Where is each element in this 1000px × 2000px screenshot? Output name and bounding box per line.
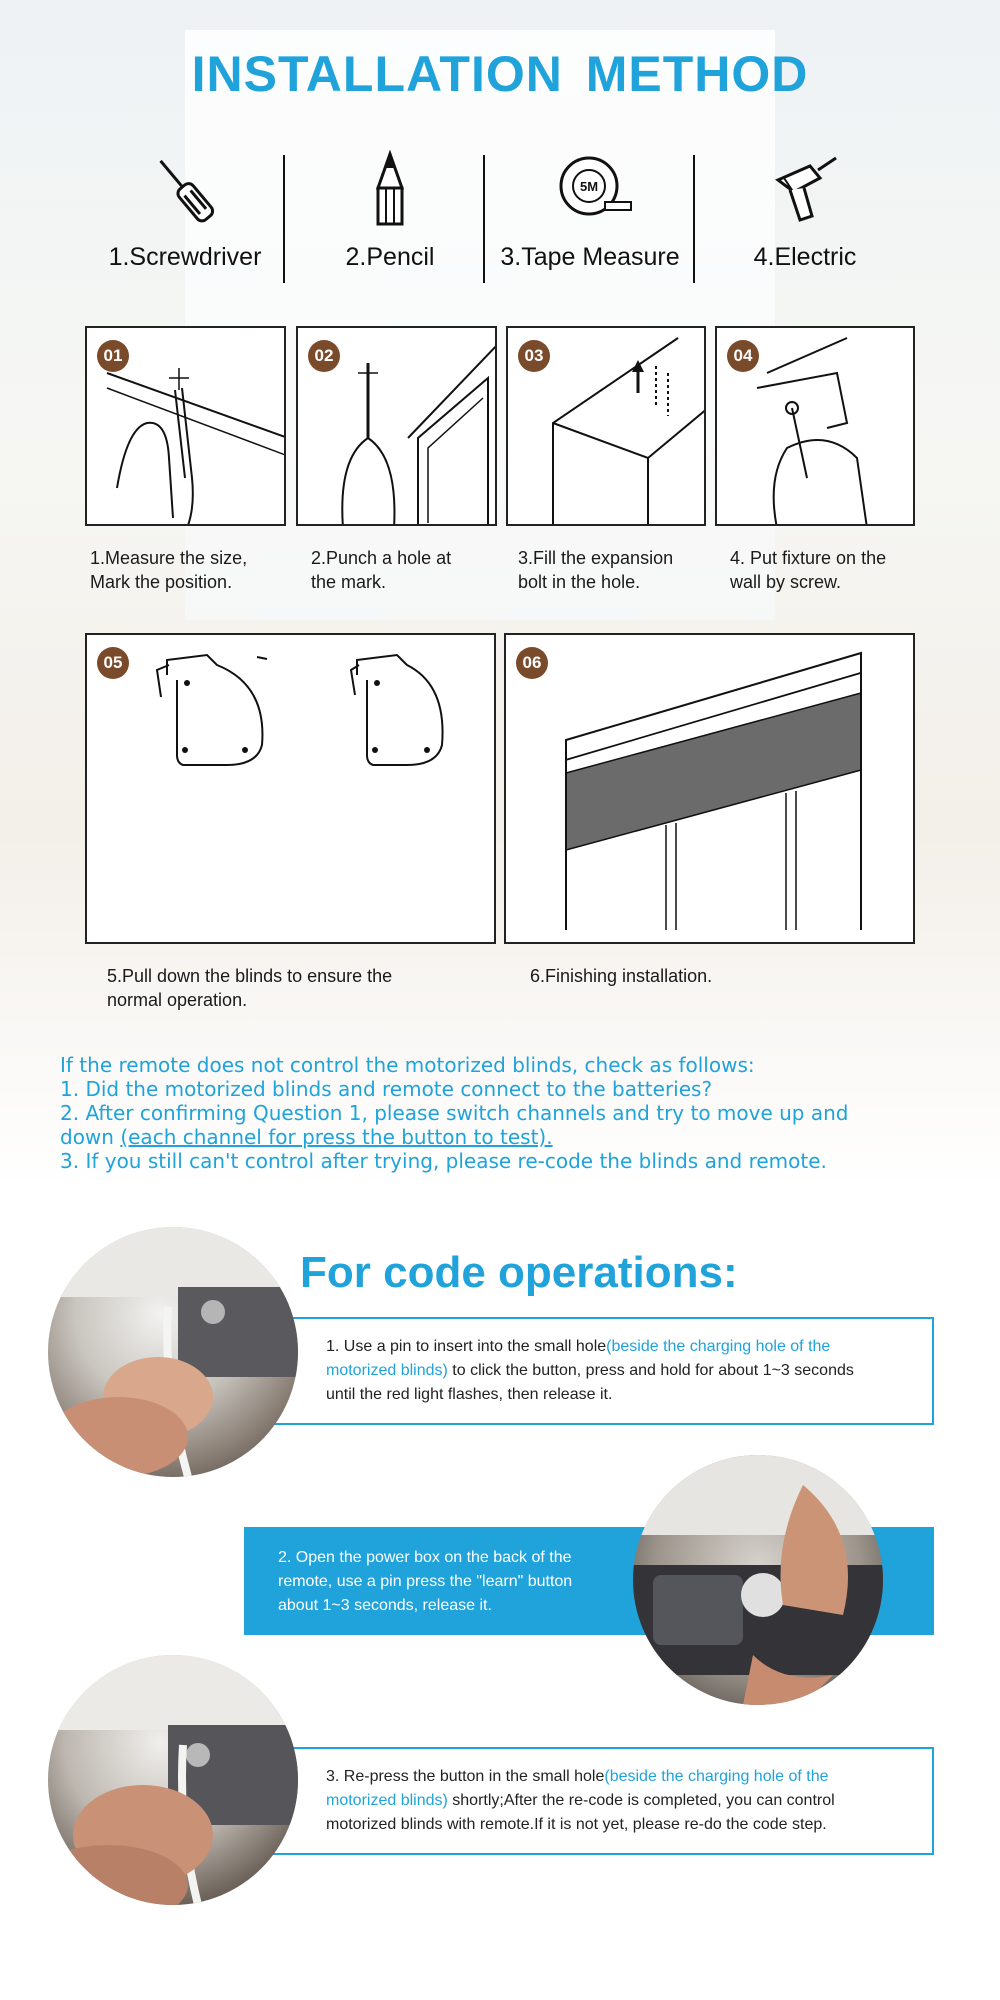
fixture-illustration: [717, 328, 915, 526]
bracket-illustration: [87, 635, 496, 944]
step-caption-04: [730, 546, 886, 594]
tools-row: [80, 140, 920, 290]
step-caption-03: [518, 546, 673, 594]
step-caption-05: [107, 964, 392, 1012]
troubleshoot-item: 2. After confirming Question 1, please switch channels and try to move up and: [60, 1101, 849, 1125]
code-step-line: [326, 1765, 932, 1789]
remote-photo-art: [633, 1455, 883, 1705]
measure-illustration: [87, 328, 286, 526]
code-step-text: 1. Use a pin to insert into the small hole: [326, 1338, 607, 1355]
step-panel-02: [296, 326, 497, 526]
caption-line: 3.Fill the expansion: [518, 548, 674, 568]
step-badge: 03: [518, 340, 550, 372]
step-badge: 04: [727, 340, 759, 372]
tool-pencil: [285, 140, 495, 290]
caption-line: 6.Finishing installation.: [530, 966, 713, 986]
caption-line: 4. Put fixture on the: [730, 548, 887, 568]
tool-label: 2.Pencil: [345, 243, 435, 271]
tool-label: 4.Electric: [753, 243, 857, 271]
step-badge: 06: [516, 647, 548, 679]
step-panel-05: [85, 633, 496, 944]
tool-electric-drill: [700, 140, 910, 290]
step-caption-02: [311, 546, 451, 594]
page-title: INSTALLATION METHOD: [191, 46, 809, 102]
troubleshoot-item-cont: [60, 1125, 960, 1149]
code-step-1-box: [270, 1317, 934, 1425]
caption-line: 5.Pull down the blinds to ensure the: [107, 966, 393, 986]
code-step-text: to click the button, press and hold for about 1~3 seconds: [447, 1362, 854, 1379]
step-badge: 02: [308, 340, 340, 372]
code-step-line: remote, use a pin press the "learn" button: [278, 1573, 573, 1590]
background-window: [185, 30, 775, 620]
code-step-highlight: motorized blinds): [326, 1792, 448, 1809]
step-caption-01: [90, 546, 247, 594]
caption-line: 1.Measure the size,: [90, 548, 248, 568]
tool-label: 3.Tape Measure: [500, 243, 680, 271]
code-step-line: 2. Open the power box on the back of the: [278, 1549, 572, 1566]
code-step-text: shortly;After the re-code is completed, you can control: [447, 1792, 835, 1809]
code-step-text: 3. Re-press the button in the small hole: [326, 1768, 605, 1785]
troubleshoot-intro: If the remote does not control the motorized blinds, check as follows:: [60, 1053, 755, 1077]
code-step-3-photo: [48, 1655, 298, 1905]
step-badge: 01: [97, 340, 129, 372]
pencil-icon: [355, 150, 425, 230]
code-step-line: motorized blinds with remote.If it is not yet, please re-do the code step.: [326, 1816, 827, 1833]
troubleshoot-underlined: (each channel for press the button to test).: [120, 1125, 553, 1149]
step-panel-03: [506, 326, 706, 526]
troubleshoot-text: down: [60, 1125, 121, 1149]
code-step-line: [326, 1335, 932, 1359]
code-step-line: until the red light flashes, then release it.: [326, 1386, 613, 1403]
step-badge: 05: [97, 647, 129, 679]
code-section-title: For code operations:: [300, 1248, 738, 1297]
tool-screwdriver: [80, 140, 290, 290]
troubleshoot-item: 1. Did the motorized blinds and remote connect to the batteries?: [60, 1077, 713, 1101]
caption-line: Mark the position.: [90, 572, 233, 592]
screwdriver-icon: [150, 150, 220, 230]
code-step-2-photo: [633, 1455, 883, 1705]
code-step-line: [326, 1789, 932, 1813]
step-panel-01: [85, 326, 286, 526]
finished-blind-illustration: [506, 635, 915, 944]
divider: [693, 155, 695, 283]
code-step-highlight: (beside the charging hole of the: [606, 1338, 831, 1355]
code-step-line: [326, 1359, 932, 1383]
caption-line: 2.Punch a hole at: [311, 548, 452, 568]
caption-line: wall by screw.: [730, 572, 842, 592]
tool-label: 1.Screwdriver: [108, 243, 262, 271]
caption-line: normal operation.: [107, 990, 248, 1010]
troubleshooting-block: [60, 1053, 960, 1173]
tape-measure-icon: [555, 150, 635, 230]
caption-line: the mark.: [311, 572, 387, 592]
hand-pin-photo-art: [48, 1227, 298, 1477]
code-step-1-photo: [48, 1227, 298, 1477]
drill-illustration: [298, 328, 497, 526]
step-panel-06: [504, 633, 915, 944]
bolt-illustration: [508, 328, 706, 526]
code-step-highlight: motorized blinds): [326, 1362, 448, 1379]
troubleshoot-item: 3. If you still can't control after trying, please re-code the blinds and remote.: [60, 1149, 827, 1173]
tool-tape-measure: [485, 140, 695, 290]
tape-measure-text: 5M: [579, 179, 599, 194]
step-caption-06: [530, 964, 712, 988]
code-step-3-box: [270, 1747, 934, 1855]
step-panel-04: [715, 326, 915, 526]
electric-drill-icon: [770, 150, 840, 230]
hand-button-photo-art: [48, 1655, 298, 1905]
caption-line: bolt in the hole.: [518, 572, 641, 592]
code-step-line: about 1~3 seconds, release it.: [278, 1597, 492, 1614]
code-step-highlight: (beside the charging hole of the: [604, 1768, 829, 1785]
